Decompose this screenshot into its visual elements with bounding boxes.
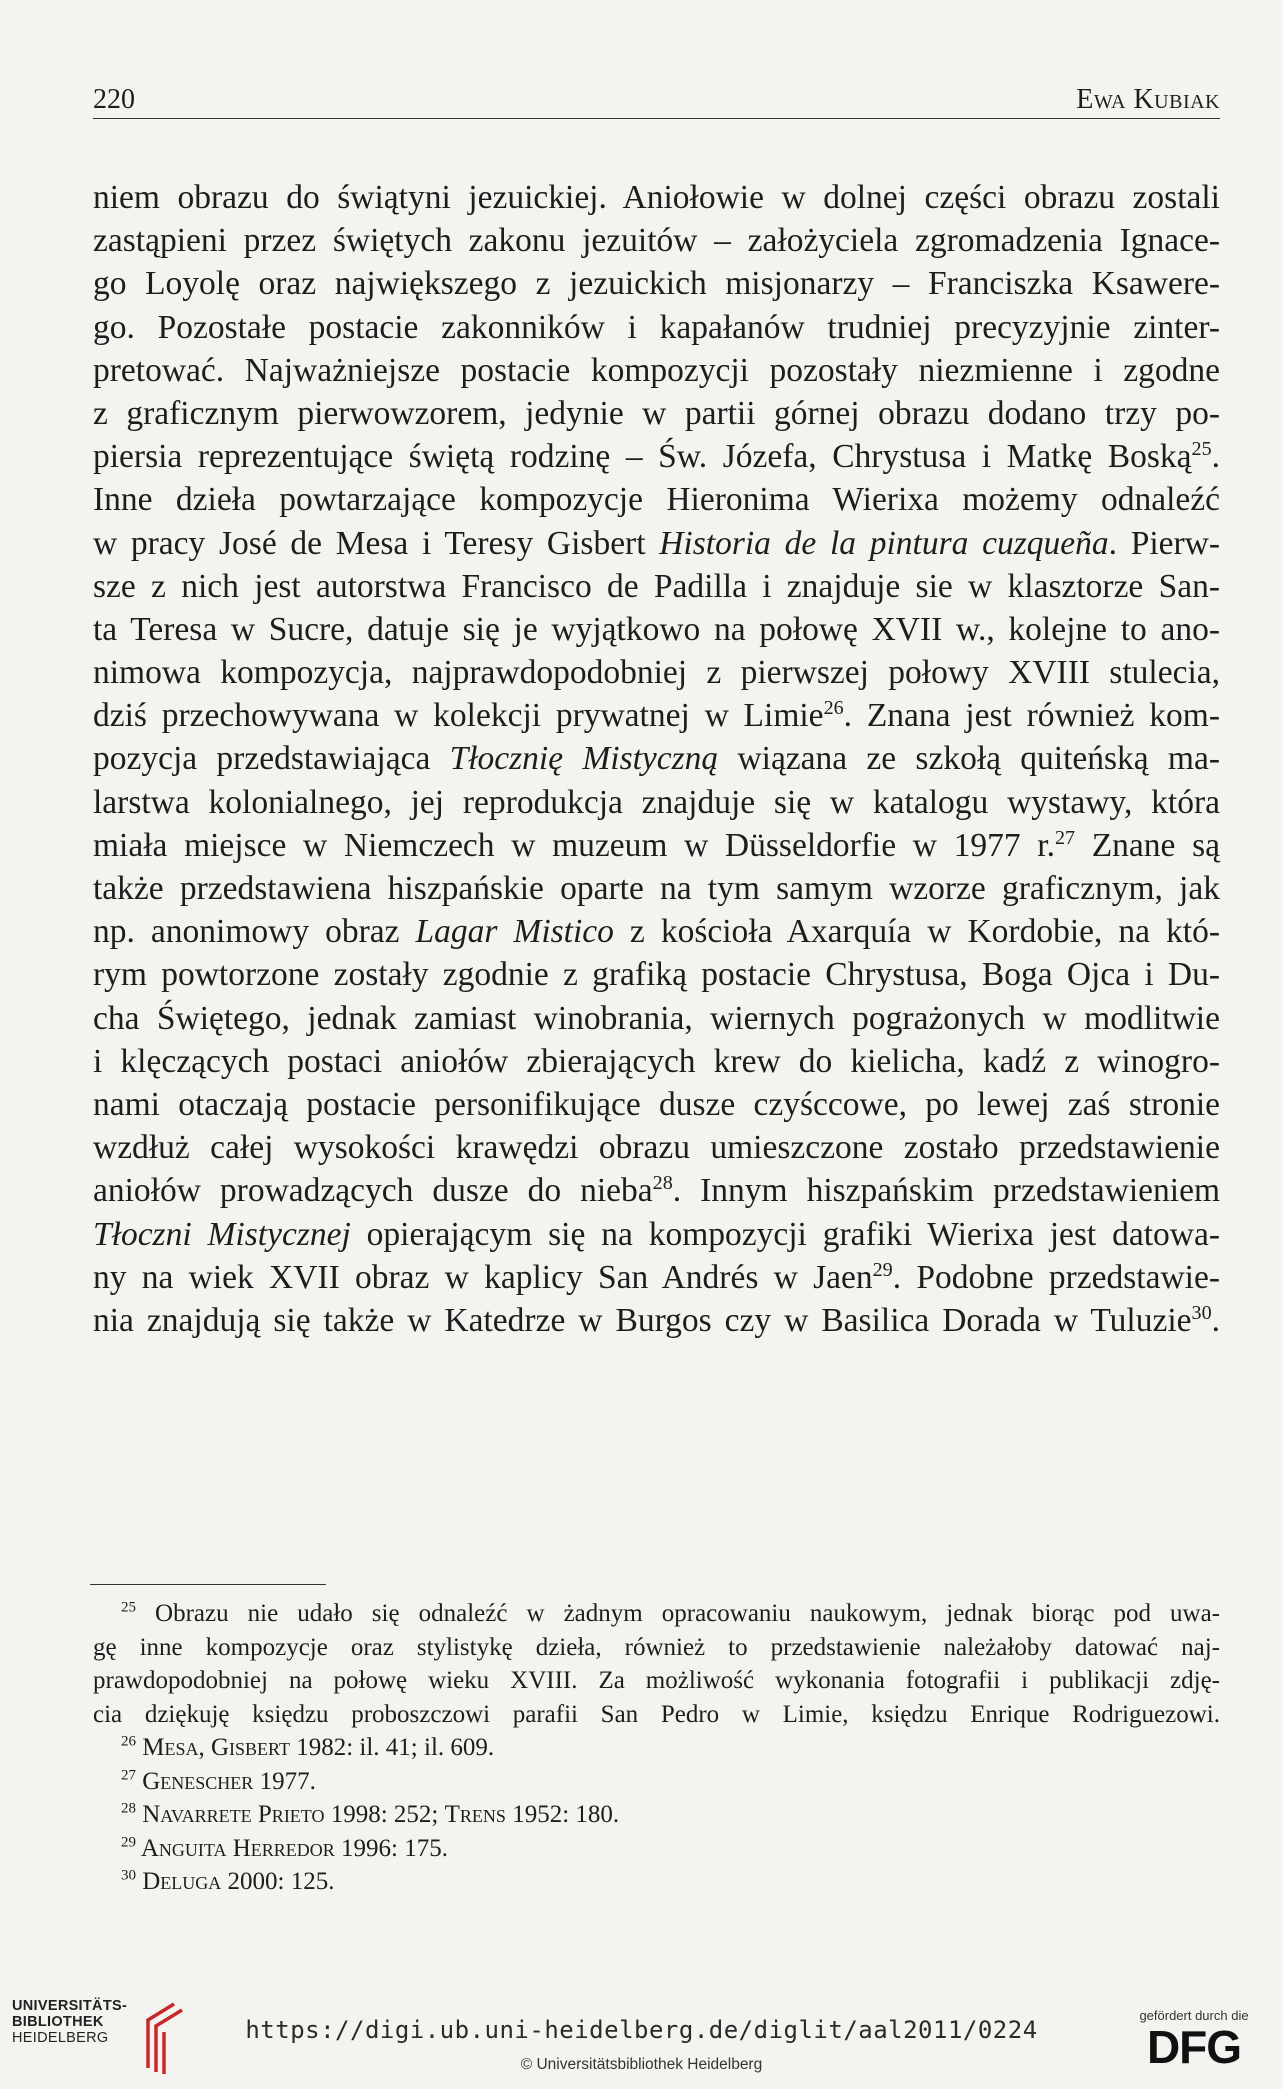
footnote-line: gę inne kompozycje oraz stylistykę dzieła, również to przedstawienie należałoby datować naj- [93, 1633, 1220, 1661]
page-header [93, 78, 1220, 119]
footnote-line: $^{26}$ Mesa, Gisbert 1982: il. 41; il. 609. [121, 1733, 495, 1761]
body-line: wzdłuż całej wysokości krawędzi obrazu umieszczone zostało przedstawienie [93, 1129, 1220, 1167]
main-text [93, 176, 1220, 1342]
body-line: i klęczących postaci aniołów zbierających krew do kielicha, kadź z winogro- [93, 1042, 1220, 1080]
body-line: pozycja przedstawiająca Tłocznię Mistyczną wiązana ze szkołą quiteńską ma- [93, 740, 1220, 778]
body-line: dziś przechowywana w kolekcji prywatnej w Limie$^{26}$. Znana jest również kom- [93, 697, 1220, 735]
library-name-line3: HEIDELBERG [12, 2030, 109, 2046]
footnote-separator [90, 1584, 326, 1585]
footnote-line: $^{27}$ Genescher 1977. [121, 1767, 316, 1795]
body-line: Inne dzieła powtarzające kompozycje Hieronima Wierixa możemy odnaleźć [93, 481, 1220, 519]
body-line: cha Świętego, jednak zamiast winobrania, wiernych pograżonych w modlitwie [93, 999, 1220, 1037]
body-line: larstwa kolonialnego, jej reprodukcja znajduje się w katalogu wystawy, która [93, 783, 1220, 821]
footnotes [93, 1597, 1220, 1899]
footnote-number: 30 [121, 1867, 136, 1884]
library-name-line1: UNIVERSITÄTS- [12, 1998, 128, 2014]
book-title: Historia de la pintura cuzqueña [659, 524, 1109, 562]
body-line: z graficznym pierwowzorem, jedynie w partii górnej obrazu dodano trzy po- [93, 394, 1220, 432]
body-line: piersia reprezentujące świętą rodzinę – Św. Józefa, Chrystusa i Matkę Boską$^{25}$. [93, 437, 1220, 476]
footnote-ref: 28 [652, 1172, 673, 1195]
body-line: aniołów prowadzących dusze do nieba$^{28}$. Innym hiszpańskim przedstawieniem [93, 1172, 1220, 1210]
copyright-notice: © Universitätsbibliothek Heidelberg [520, 2056, 763, 2073]
footnote-ref: 29 [872, 1258, 893, 1281]
dfg-wordmark: DFG [1146, 2021, 1242, 2073]
body-line: go Loyolę oraz największego z jezuickich misjonarzy – Franciszka Ksawere- [93, 265, 1220, 303]
footnote-line: prawdopodobniej na połowę wieku XVIII. Za możliwość wykonania fotografii i publikacji zdję- [93, 1667, 1220, 1694]
footnote-number: 25 [121, 1599, 136, 1616]
footnote-line: $^{30}$ Deluga 2000: 125. [121, 1867, 335, 1895]
artwork-title: Tłocznię Mistyczną [449, 740, 719, 778]
body-line: sze z nich jest autorstwa Francisco de Padilla i znajduje sie w klasztorze San- [93, 567, 1220, 605]
body-line: ny na wiek XVII obraz w kaplicy San Andrés w Jaen$^{29}$. Podobne przedstawie- [93, 1258, 1220, 1296]
body-line: zastąpieni przez świętych zakonu jezuitów – założyciela zgromadzenia Ignace- [93, 222, 1220, 260]
source-url[interactable]: https://digi.ub.uni-heidelberg.de/diglit/aal2011/0224 [245, 2016, 1038, 2044]
dfg-logo [1130, 2008, 1258, 2078]
footnote-line: $^{25}$ Obrazu nie udało się odnaleźć w żadnym opracowaniu naukowym, jednak biorąc pod uwa- [121, 1599, 1220, 1627]
body-line: także przedstawiena hiszpańskie oparte na tym samym wzorze graficznym, jak [93, 870, 1220, 907]
footnote-ref: 27 [1054, 826, 1076, 849]
body-line: nimowa kompozycja, najprawdopodobniej z pierwszej połowy XVIII stulecia, [93, 654, 1220, 692]
artwork-title: Tłoczni Mistycznej [93, 1215, 351, 1253]
footnote-number: 27 [121, 1767, 136, 1784]
footnote-number: 28 [121, 1800, 136, 1817]
body-line: w pracy José de Mesa i Teresy Gisbert Historia de la pintura cuzqueña. Pierw- [93, 524, 1221, 562]
body-line: nami otaczają postacie personifikujące dusze czyśccowe, po lewej zaś stronie [93, 1085, 1220, 1123]
footnote-line: $^{29}$ Anguita Herredor 1996: 175. [121, 1834, 448, 1862]
dfg-caption: gefördert durch die [1139, 2008, 1249, 2023]
footnote-ref: 25 [1191, 437, 1212, 460]
footnote-ref: 30 [1191, 1301, 1212, 1324]
artwork-title: Lagar Mistico [415, 913, 614, 951]
page-number: 220 [93, 84, 135, 115]
footnote-line: $^{28}$ Navarrete Prieto 1998: 252; Trens 1952: 180. [121, 1800, 620, 1828]
body-line: miała miejsce w Niemczech w muzeum w Düsseldorfie w 1977 r.$^{27}$ Znane są [93, 826, 1220, 864]
body-line: pretować. Najważniejsze postacie kompozycji pozostały niezmienne i zgodne [93, 351, 1220, 389]
body-line: rym powtorzone zostały zgodnie z grafiką postacie Chrystusa, Boga Ojca i Du- [93, 956, 1220, 994]
footnote-line: cia dziękuję księdzu proboszczowi parafii San Pedro w Limie, księdzu Enrique Rodriguezowi. [93, 1700, 1220, 1728]
running-head-author: Ewa Kubiak [1076, 84, 1220, 115]
digitization-footer [0, 1978, 1283, 2089]
body-line: np. anonimowy obraz Lagar Mistico z kościoła Axarquía w Kordobie, na któ- [93, 913, 1220, 951]
footnote-number: 26 [121, 1733, 136, 1750]
body-line: Tłoczni Mistycznej opierającym się na kompozycji grafiki Wierixa jest datowa- [93, 1215, 1220, 1253]
footnote-number: 29 [121, 1834, 136, 1851]
footnote-ref: 26 [823, 697, 844, 720]
body-line: go. Pozostałe postacie zakonników i kapałanów trudniej precyzyjnie zinter- [93, 308, 1220, 346]
body-line: niem obrazu do świątyni jezuickiej. Aniołowie w dolnej części obrazu zostali [93, 179, 1220, 216]
library-name-line2: BIBLIOTHEK [12, 2014, 104, 2030]
body-line: nia znajdują się także w Katedrze w Burgos czy w Basilica Dorada w Tuluzie$^{30}$. [93, 1301, 1220, 1339]
body-line: ta Teresa w Sucre, datuje się je wyjątkowo na połowę XVII w., kolejne to ano- [93, 610, 1220, 648]
